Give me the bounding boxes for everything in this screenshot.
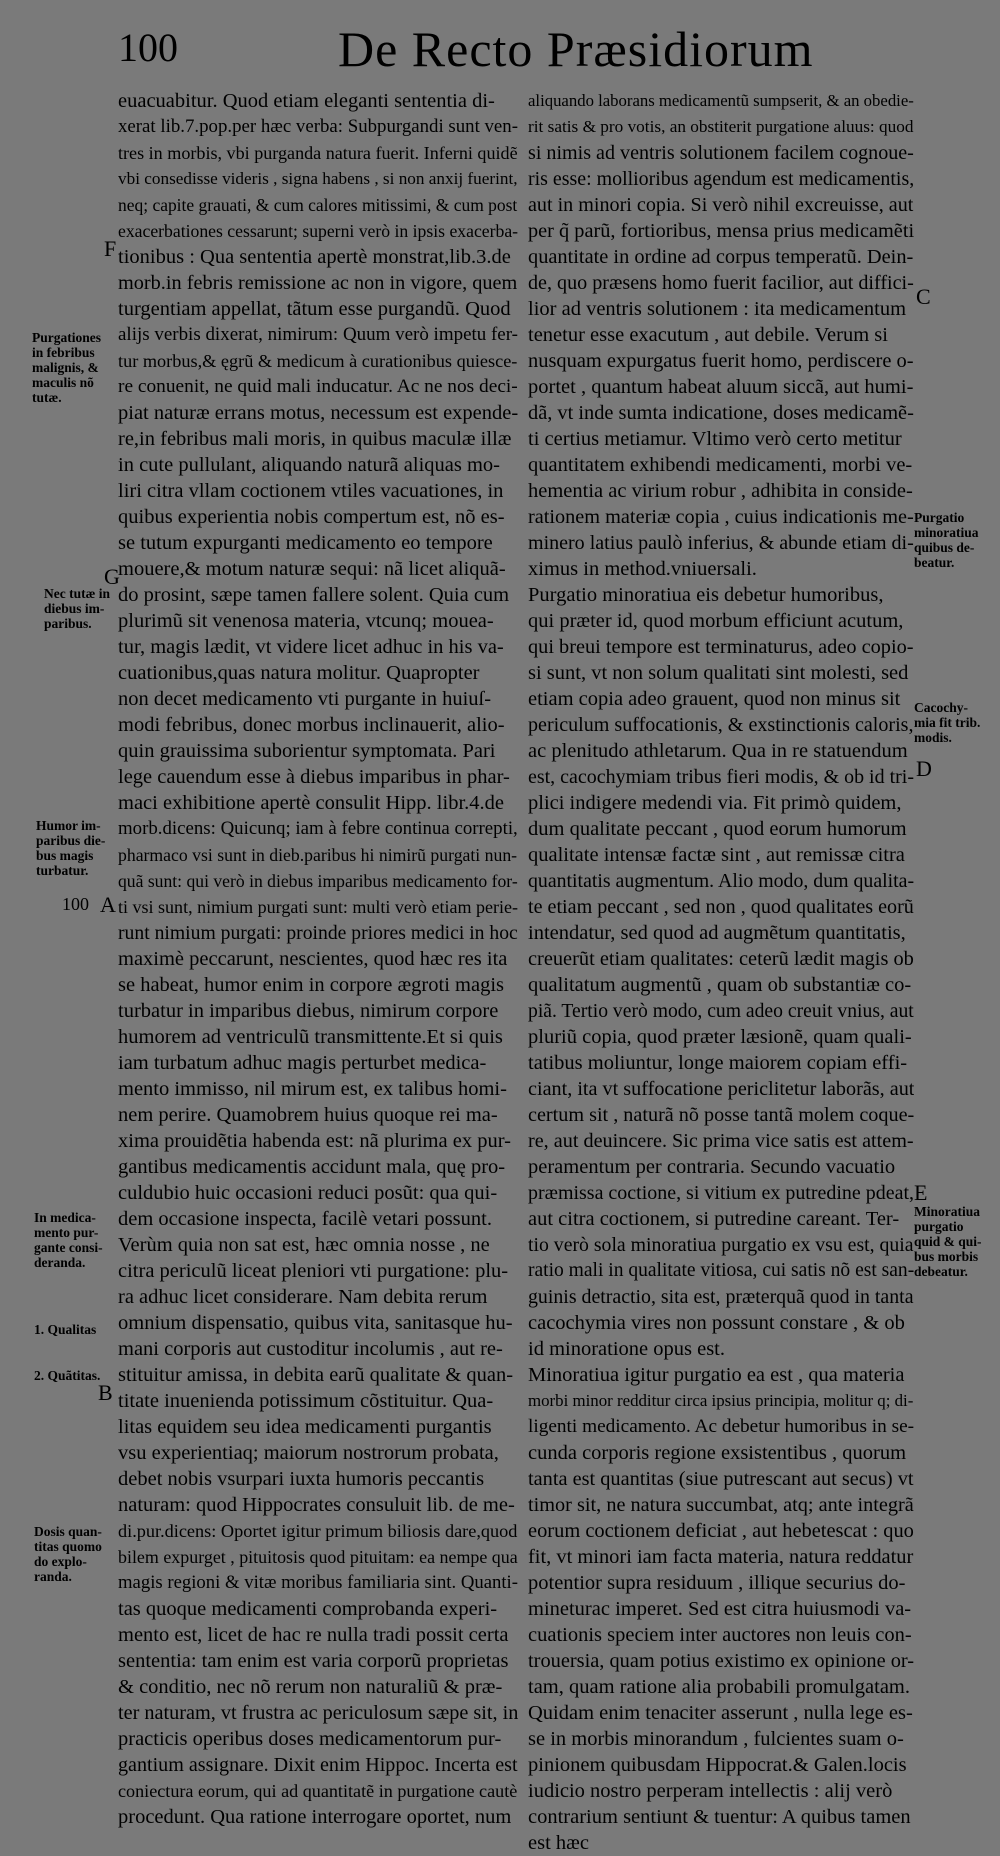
text-line: hementia ac virium robur , adhibita in conside-	[528, 480, 913, 502]
text-line: quantitate in ordine ad corpus temperatũ. Dein-	[528, 246, 914, 268]
text-line: cacochymia vires non possunt constare , & ob	[528, 1312, 905, 1334]
text-line: sententia: tam enim est varia corporũ proprietas	[118, 1650, 509, 1672]
text-line: tanta est quantitas (siue putrescant aut secus) vt	[528, 1468, 914, 1490]
text-line: quã sunt: qui verò in diebus imparibus medicamento for-	[118, 871, 518, 891]
margin-note-cacochymia	[914, 700, 994, 745]
text-line: vsu experientiaq; maiorum nostrorum probata,	[118, 1442, 499, 1464]
text-line: quin grauissima suborientur symptomata. Pari	[118, 740, 496, 762]
text-line: stituitur amissa, in debita earũ qualitate & quan-	[118, 1364, 514, 1386]
text-line: eorum coctionem deficiat , aut hebetescat : quo	[528, 1520, 914, 1542]
section-letter-d: D	[916, 756, 932, 781]
text-line: si nimis ad ventris solutionem facilem cognoue-	[528, 142, 914, 164]
text-line: se tutum expurganti medicamento eo tempore	[118, 532, 493, 554]
text-line: aut in minori copia. Si verò nihil excreuisse, aut	[528, 194, 914, 216]
text-line: contrarium sentiunt & tuentur: A quibus tamen	[528, 1806, 911, 1828]
text-line: Quidam enim tenaciter asserunt , nulla lege es-	[528, 1702, 913, 1724]
text-line: lior ad ventris solutionem : ita medicamentum	[528, 298, 907, 320]
margin-note-line: tutæ.	[32, 390, 62, 405]
text-line: etiam copia adeo grauent, quod non minus sit	[528, 688, 901, 710]
margin-note-line: purgatio	[914, 1219, 964, 1234]
text-line: qui breui tempore est terminaturus, adeo copio-	[528, 636, 914, 658]
text-line: ter naturam, vt frustra ac periculosum sæpe sit, in	[118, 1702, 518, 1724]
margin-note-line: 2. Quãtitas.	[34, 1368, 101, 1383]
text-line: præmissa coctione, si vitium ex putredine pdeat,	[528, 1182, 914, 1204]
text-line: certum sit , naturã nõ posse tantã molem coque-	[528, 1104, 914, 1126]
margin-note-line: debeatur.	[914, 1264, 968, 1279]
text-line: humorem ad ventriculũ transmittente.Et si quis	[118, 1026, 503, 1048]
text-line: pinionem quibusdam Hippocrat.& Galen.locis	[528, 1754, 907, 1776]
section-letter-a: A	[100, 892, 116, 917]
text-line: potentior supra residuum , illique securius do-	[528, 1572, 906, 1594]
text-line: vbi consedisse videris , signa habens , si non anxij fuerint,	[118, 169, 518, 188]
text-line: iam turbatum adhuc magis perturbet medica-	[118, 1052, 487, 1074]
text-line: tres in morbis, vbi purganda natura fuerit. Inferni quidẽ	[118, 143, 518, 163]
text-line: re,in febribus mali moris, in quibus maculæ illæ	[118, 428, 512, 450]
margin-note-nec-tutae	[44, 586, 124, 631]
text-line: maci exhibitione apertè consulit Hipp. libr.4.de	[118, 792, 504, 814]
text-line: tam, quam ratione alia probabili promulgatam.	[528, 1676, 910, 1698]
text-line: turbatur in imparibus diebus, nimirum corpore	[118, 1000, 499, 1022]
text-line: runt nimium purgati: proinde priores medici in hoc	[118, 922, 518, 944]
text-line: est hæc	[528, 1832, 589, 1854]
margin-note-line: Minoratiua	[914, 1204, 980, 1219]
margin-note-line: In medica-	[34, 1210, 96, 1225]
text-line: cuationibus,quas natura molitur. Quapropter	[118, 662, 480, 684]
text-line: tenetur esse exacutum , aut debile. Verum si	[528, 324, 888, 346]
text-line: xerat lib.7.pop.per hæc verba: Subpurgandi sunt ven-	[118, 116, 518, 137]
margin-note-line: gante consi-	[34, 1240, 103, 1255]
text-line: de, quo præsens homo fuerit facilior, aut diffici-	[528, 272, 914, 294]
text-line: qualitate intensæ factæ sint , aut remissæ citra	[528, 844, 905, 866]
text-line: re, aut deuincere. Sic prima vice satis est attem-	[528, 1130, 914, 1152]
text-line: di.pur.dicens: Oportet igitur primum biliosis dare,quod	[118, 1521, 518, 1541]
text-line: tatibus moliuntur, longe maiorem copiam effi-	[528, 1052, 908, 1074]
left-text-column	[118, 88, 518, 1830]
margin-note-purgationes	[32, 330, 112, 405]
text-line: aut citra coctionem, si putredine careant. Ter-	[528, 1208, 900, 1230]
margin-note-line: quibus de-	[914, 540, 975, 555]
text-line: turgentiam appellat, tãtum esse purgandũ. Quod	[118, 298, 511, 320]
text-line: plici indigere medendi via. Fit primò quidem,	[528, 792, 902, 814]
text-line: si sunt, vt non solum qualitati sint molesti, sed	[528, 662, 909, 684]
text-line: nem perire. Quamobrem huius quoque rei ma-	[118, 1104, 498, 1126]
text-line: tio verò sola minoratiua purgatio ex vsu est, quia	[528, 1234, 914, 1256]
margin-note-line: mia fit trib.	[914, 715, 981, 730]
text-line: mouere,& motum naturæ sequi: nã licet aliquã-	[118, 558, 506, 580]
running-title: De Recto Præsidiorum	[338, 21, 814, 77]
margin-note-line: paribus.	[44, 616, 92, 631]
text-line: guinis detractio, sita est, præterquã quod in tanta	[528, 1286, 914, 1308]
text-line: modi febribus, donec morbus inclinauerit, alio-	[118, 714, 505, 736]
text-line: litas equidem seu idea medicamenti purgantis	[118, 1416, 492, 1438]
text-line: creuerũt etiam qualitates: ceterũ lædit magis ob	[528, 948, 914, 970]
margin-note-line: Purgatio	[914, 510, 965, 525]
text-line: do prosint, sæpe tamen fallere solent. Quia cum	[118, 584, 510, 606]
text-line: exacerbationes cessarunt; superni verò in ipsis exacerba-	[118, 221, 518, 241]
text-line: morb.dicens: Quicunq; iam à febre continua correpti,	[118, 818, 518, 839]
text-line: culdubio huic occasioni reduci posũt: qua qui-	[118, 1182, 498, 1204]
text-line: maximè peccarunt, nescientes, quod hæc res ita	[118, 948, 508, 970]
text-line: alijs verbis dixerat, nimirum: Quum verò impetu fer-	[118, 324, 518, 345]
text-line: ximus in method.vniuersali.	[528, 558, 757, 580]
text-line: plurimũ sit venenosa materia, vtcunq; mouea-	[118, 610, 494, 632]
margin-note-line: modis.	[914, 730, 952, 745]
text-line: mento est, licet de hac re nulla tradi possit certa	[118, 1624, 509, 1646]
text-line: morb.in febris remissione ac non in vigore, quem	[118, 272, 518, 294]
right-text-column	[528, 88, 914, 1856]
text-line: id minoratione opus est.	[528, 1338, 726, 1360]
text-line: te etiam peccant , sed non , quod qualitates eorũ	[528, 896, 914, 918]
text-line: aliquando laborans medicamentũ sumpserit, & an obedie-	[528, 91, 914, 110]
folio-marker: 100	[62, 894, 89, 914]
text-line: omnium dispensatio, quibus vita, sanitasque hu-	[118, 1312, 513, 1334]
text-line: cuationis speciem inter auctores non leuis con-	[528, 1624, 912, 1646]
text-line: qui præter id, quod morbum efficiunt acutum,	[528, 610, 904, 632]
margin-note-purgatio-minoratiua	[914, 510, 994, 570]
text-line: nusquam expurgatus fuerit homo, perdiscere o-	[528, 350, 914, 372]
text-line: coniectura eorum, qui ad quantitatẽ in purgatione cautè	[118, 1781, 518, 1801]
text-line: cunda corporis regione exsistentibus , quorum	[528, 1442, 907, 1464]
text-line: periculum suffocationis, & exstinctionis caloris,	[528, 714, 914, 736]
text-line: se in morbis minorandum , fulcientes suam o-	[528, 1728, 904, 1750]
text-line: gantium assignare. Dixit enim Hippoc. Incerta est	[118, 1754, 518, 1776]
text-line: euacuabitur. Quod etiam eleganti sententia di-	[118, 90, 495, 112]
text-line: piã. Tertio verò modo, cum adeo creuit vnius, aut	[528, 1000, 914, 1022]
margin-note-line: Cacochy-	[914, 700, 968, 715]
margin-note-line: quid & qui-	[914, 1234, 982, 1249]
text-line: in cute pullulant, aliquando naturã aliquas mo-	[118, 454, 500, 476]
text-line: intendatur, sed quod ad augmẽtum quantitatis,	[528, 922, 906, 944]
section-letter-e: E	[914, 1180, 928, 1205]
text-line: tur morbus,& ęgrũ & medicum à curationibus quiesce-	[118, 351, 518, 371]
text-line: est, cacochymiam tribus fieri modis, & ob id tri-	[528, 766, 914, 788]
text-line: rit satis & pro votis, an obstiterit purgatione aluus: quod	[528, 117, 914, 136]
page-number: 100	[118, 25, 178, 70]
text-line: tionibus : Qua sententia apertè monstrat,lib.3.de	[118, 246, 511, 268]
text-line: procedunt. Qua ratione interrogare oportet, num	[118, 1806, 512, 1828]
margin-note-line: deranda.	[34, 1255, 86, 1270]
text-line: iudicio nostro perperam intellectis : alij verò	[528, 1780, 893, 1802]
text-line: peramentum per contraria. Secundo vacuatio	[528, 1156, 896, 1178]
text-line: qualitatum augmentũ , quam ob substantiæ co-	[528, 974, 912, 996]
text-line: magis regioni & vitæ moribus familiaria sint. Quanti-	[118, 1572, 518, 1593]
text-line: citra periculũ liceat pleniori vti purgatione: plu-	[118, 1260, 509, 1282]
text-line: naturam: quod Hippocrates consuluit lib. de me-	[118, 1494, 515, 1516]
margin-note-line: maculis nõ	[32, 375, 94, 390]
text-line: ti vsi sunt, nimium purgati sunt: multi verò etiam perie-	[118, 897, 518, 917]
text-line: pluriũ copia, quod præter læsionẽ, quam quali-	[528, 1026, 912, 1048]
text-line: quibus experientia nobis compertum est, nõ es-	[118, 506, 505, 528]
margin-note-line: minoratiua	[914, 525, 979, 540]
margin-note-line: Dosis quan-	[34, 1524, 102, 1539]
text-line: Purgatio minoratiua eis debetur humoribus,	[528, 584, 884, 606]
margin-note-line: titas quomo	[34, 1539, 102, 1554]
text-line: Verùm quia non sat est, hæc omnia nosse , ne	[118, 1234, 490, 1256]
text-line: ciant, ita vt suffocatione periclitetur laborãs, aut	[528, 1078, 914, 1100]
text-line: re conuenit, ne quid mali inducatur. Ac ne nos deci-	[118, 376, 518, 397]
section-letter-c: C	[916, 284, 931, 309]
text-line: Minoratiua igitur purgatio ea est , qua materia	[528, 1364, 905, 1386]
text-line: piat naturæ errans motus, necessum est expende-	[118, 402, 518, 424]
text-line: se habeat, humor enim in corpore ægroti magis	[118, 974, 504, 996]
text-line: ra adhuc licet considerare. Nam debita rerum	[118, 1286, 488, 1308]
margin-note-line: diebus im-	[44, 601, 105, 616]
margin-note-line: paribus die-	[36, 833, 106, 848]
text-line: dum qualitate peccant , quod eorum humorum	[528, 818, 907, 840]
section-letter-f: F	[104, 236, 117, 261]
text-line: titate inuenienda potissimum cõstituitur. Qua-	[118, 1390, 494, 1412]
text-line: fit, vt minori iam facta materia, natura reddatur	[528, 1546, 914, 1568]
margin-note-line: turbatur.	[36, 863, 89, 878]
text-line: lege cauendum esse à diebus imparibus in phar-	[118, 766, 510, 788]
text-line: mineturac imperet. Sed est citra huiusmodi va-	[528, 1598, 912, 1620]
margin-note-line: beatur.	[914, 555, 955, 570]
margin-note-line: bus morbis	[914, 1249, 979, 1264]
text-line: bilem expurget , pituitosis quod pituitam: ea nempe qua	[118, 1547, 518, 1567]
text-line: & conditio, nec nõ rerum non naturaliũ & præ-	[118, 1676, 503, 1698]
margin-note-qualitas	[34, 1322, 114, 1337]
margin-note-line: in febribus	[32, 345, 95, 360]
text-line: ratio mali in qualitate vitiosa, cui satis nõ est san-	[528, 1260, 914, 1281]
text-line: non decet medicamento vti purgante in huiuſ-	[118, 688, 492, 710]
text-line: dem occasione inspecta, facilè vetari possunt.	[118, 1208, 492, 1230]
margin-note-line: Purgationes	[32, 330, 101, 345]
text-line: neq; capite grauati, & cum calores mitissimi, & cum post	[118, 195, 518, 215]
text-line: mento immisso, nil mirum est, ex talibus homi-	[118, 1078, 507, 1100]
margin-note-dosis	[34, 1524, 114, 1584]
text-line: gantibus medicamentis accidunt mala, quę pro-	[118, 1156, 506, 1178]
text-line: per q̃ parũ, fortioribus, mensa prius medicamẽti	[528, 220, 914, 242]
text-line: ac plenitudo athletarum. Qua in re statuendum	[528, 740, 908, 762]
text-line: tur, magis lædit, vt videre licet adhuc in his va-	[118, 636, 504, 658]
text-line: quantitatem exhibendi medicamenti, morbi ve-	[528, 454, 913, 476]
margin-note-humor	[36, 818, 116, 878]
text-line: dã, vt inde sumta indicatione, doses medicamẽ-	[528, 402, 914, 424]
text-line: ti certius metiamur. Vltimo verò certo metitur	[528, 428, 902, 450]
text-line: quantitatis augmentum. Alio modo, dum qualita-	[528, 870, 914, 892]
text-line: minero latius paulò inferius, & abunde etiam di-	[528, 532, 914, 554]
margin-note-minoratiua	[914, 1204, 994, 1279]
section-letter-b: B	[98, 1380, 113, 1405]
text-line: practicis operibus doses medicamentorum pur-	[118, 1728, 502, 1750]
text-line: xima prouidẽtia habenda est: nã plurima ex pur-	[118, 1130, 511, 1152]
margin-note-line: randa.	[34, 1569, 72, 1584]
margin-note-line: Nec tutæ in	[44, 586, 110, 601]
section-letter-g: G	[104, 564, 120, 589]
text-line: mani corporis aut custoditur incolumis , aut re-	[118, 1338, 503, 1360]
text-line: pharmaco vsi sunt in dieb.paribus hi nimirũ purgati nun-	[118, 845, 518, 865]
margin-note-line: do explo-	[34, 1554, 87, 1569]
margin-note-line: mento pur-	[34, 1225, 99, 1240]
text-line: trouersia, quam potius existimo ex opinione or-	[528, 1650, 914, 1672]
text-line: morbi minor redditur circa ipsius principia, molitur q; di-	[528, 1391, 914, 1410]
text-line: ligenti medicamento. Ac debetur humoribus in se-	[528, 1416, 914, 1437]
text-line: tas quoque medicamenti comprobanda experi-	[118, 1598, 498, 1620]
text-line: timor sit, ne natura succumbat, atq; ante integrã	[528, 1494, 914, 1516]
margin-note-in-medicamento	[34, 1210, 114, 1270]
text-line: portet , quantum habeat aluum siccã, aut humi-	[528, 376, 914, 398]
text-line: ris esse: mollioribus agendum est medicamentis,	[528, 168, 914, 190]
text-line: rationem materiæ copia , cuius indicationis me-	[528, 506, 914, 528]
text-line: debet nobis vsurpari iuxta humoris peccantis	[118, 1468, 485, 1490]
margin-note-line: 1. Qualitas	[34, 1322, 97, 1337]
margin-note-line: malignis, &	[32, 360, 99, 375]
margin-note-line: Humor im-	[36, 818, 101, 833]
margin-note-line: bus magis	[36, 848, 94, 863]
text-line: liri citra vllam coctionem vtiles vacuationes, in	[118, 480, 504, 502]
